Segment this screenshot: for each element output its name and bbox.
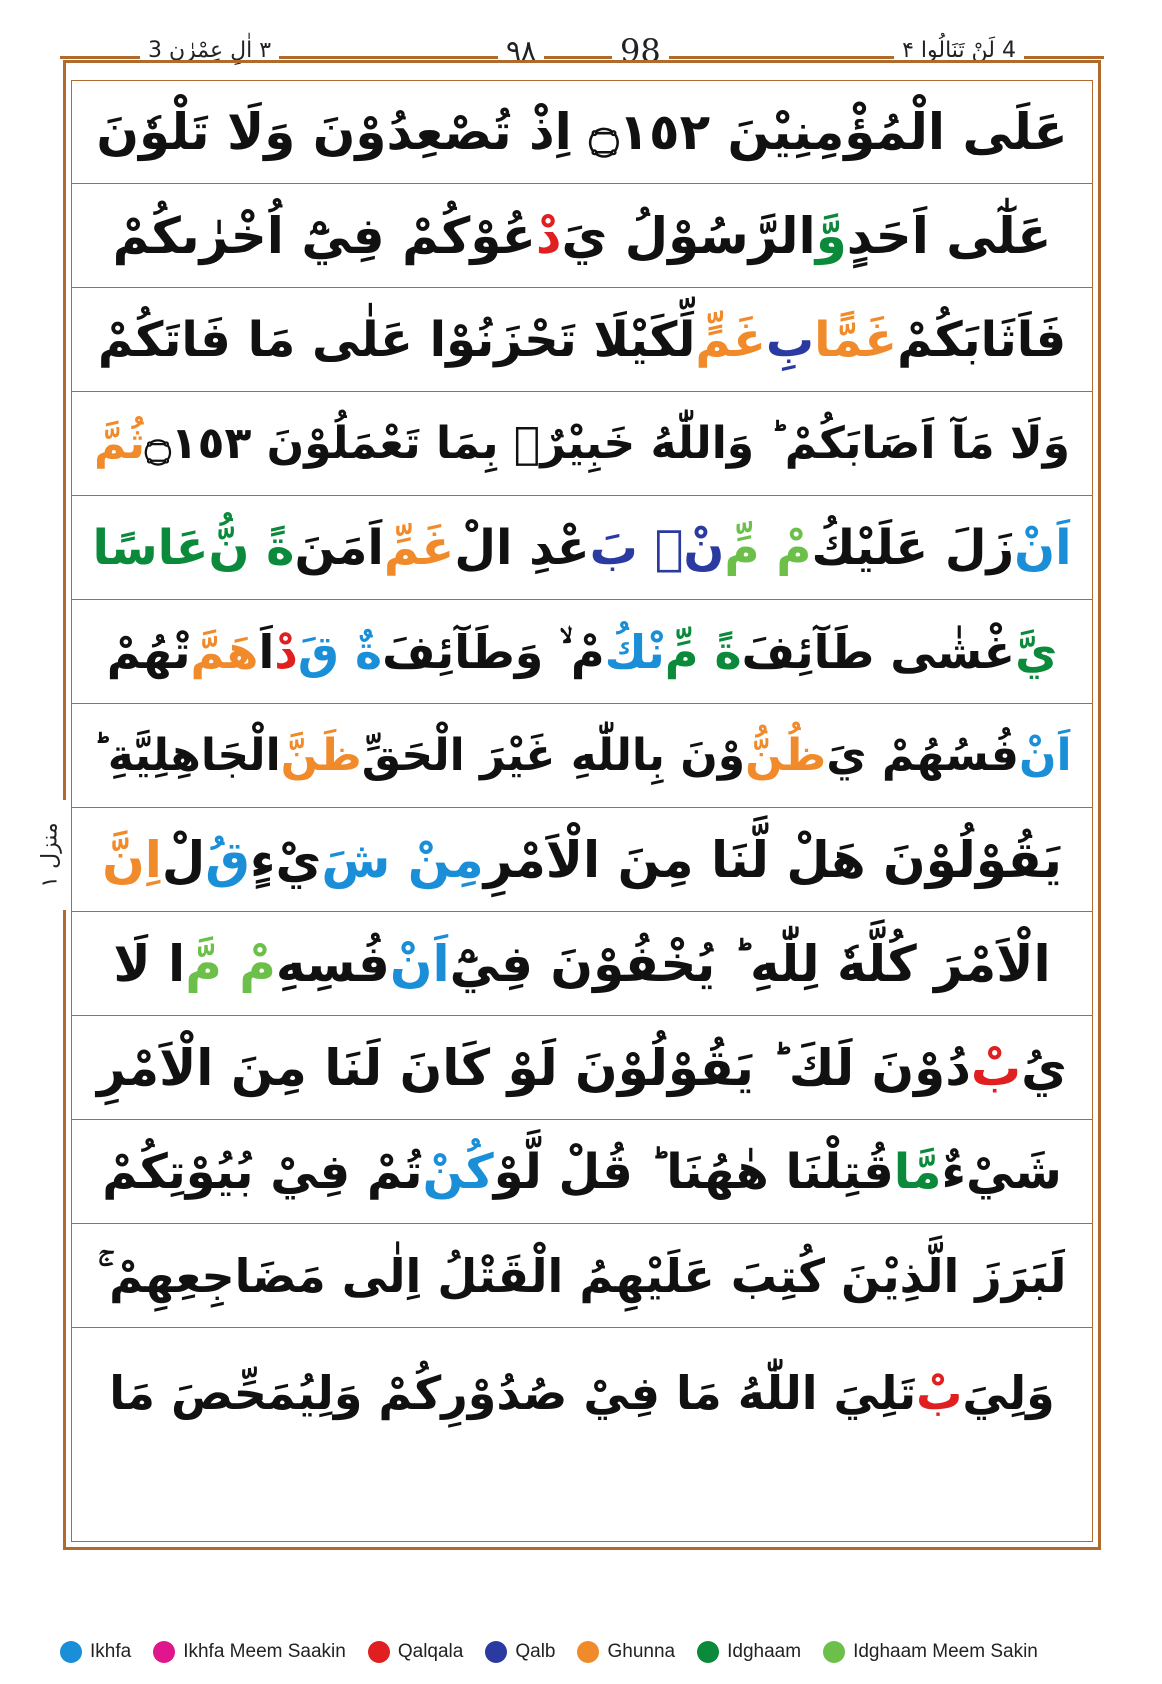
color-dot-icon (823, 1641, 845, 1663)
text-segment-idghaam: عَاسًا (92, 519, 209, 576)
text-segment-ghunna: ثُمَّ (93, 417, 145, 469)
text-segment-qalb: نْۢ بَ (589, 519, 725, 576)
surah-name: ٣ اٰلِ عِمْرٰن 3 (140, 38, 279, 63)
text-segment-idghaam-meem-sakin: مْ مَّ (185, 934, 276, 993)
color-dot-icon (368, 1641, 390, 1663)
text-segment-text: وَلَا مَآ اَصَابَكُمْ ؕ وَاللّٰهُ خَبِيْرٌۢ بِمَا تَعْمَلُوْنَ ۝١٥٣ (145, 417, 1071, 469)
text-segment-ikhfa: ةٌ قَ (297, 624, 383, 679)
text-line (72, 1224, 1092, 1328)
text-line (72, 80, 1092, 184)
text-segment-idghaam-meem-sakin: مْ مِّ (724, 519, 812, 576)
page-number-arabic: ٩٨ (498, 34, 544, 67)
juz-name: 4 لَنْ تَنَالُوا ۴ (894, 38, 1024, 63)
text-segment-text: اَ (258, 624, 275, 679)
text-line (72, 600, 1092, 704)
text-segment-text: وْنَ بِاللّٰهِ غَيْرَ الْحَقِّ (361, 729, 746, 781)
text-segment-ghunna: هَمَّ (190, 624, 259, 679)
text-segment-text: لَبَرَزَ الَّذِيْنَ كُتِبَ عَلَيْهِمُ الْقَتْلُ اِلٰى مَضَاجِعِهِمْ ۚ (97, 1248, 1067, 1303)
text-segment-text: ا لَا (113, 934, 186, 993)
text-segment-text: فُسِهِ (275, 934, 390, 993)
text-line (72, 1120, 1092, 1224)
manzil-label: منزل ١ (37, 822, 63, 888)
text-line (72, 704, 1092, 808)
legend-item (577, 1641, 675, 1663)
text-line (72, 496, 1092, 600)
text-line (72, 912, 1092, 1016)
text-segment-text: يَقُوْلُوْنَ هَلْ لَّنَا مِنَ الْاَمْرِ (483, 830, 1062, 889)
legend-item (485, 1641, 555, 1663)
text-segment-text: فُسُهُمْ يَ (826, 729, 1019, 781)
text-segment-text: عَلَى الْمُؤْمِنِيْنَ ۝١٥٢ اِذْ تُصْعِدُوْنَ وَلَا تَلْوٗنَ (96, 102, 1068, 161)
text-segment-text: غْشٰى طَآئِفَ (741, 624, 1016, 679)
text-segment-text: دُوْنَ لَكَ ؕ يَقُوْلُوْنَ لَوْ كَانَ لَنَا مِنَ الْاَمْرِ (97, 1038, 971, 1097)
text-segment-text: عْدِ الْ (454, 519, 590, 576)
text-segment-ikhfa: اَنْ (1018, 729, 1072, 781)
text-segment-idghaam: مَّا (893, 1143, 942, 1200)
text-line (72, 392, 1092, 496)
text-segment-text: الْاَمْرَ كُلَّهٗ لِلّٰهِ ؕ يُخْفُوْنَ فِيْٓ (449, 934, 1051, 993)
text-segment-text: وَلِيَ (962, 1366, 1055, 1420)
text-segment-ikhfa: كُنْ (422, 1143, 494, 1200)
color-dot-icon (60, 1641, 82, 1663)
text-segment-qalqala: دْ (535, 206, 562, 265)
text-line (72, 1328, 1092, 1458)
text-segment-text: تْهُمْ (106, 624, 191, 679)
legend-label: Qalb (515, 1641, 556, 1662)
legend-label: Idghaam Meem Sakin (853, 1641, 1038, 1662)
text-segment-text: لْ (161, 830, 206, 889)
text-segment-ghunna: اِنَّ (102, 830, 162, 889)
text-segment-ikhfa: اَنْ (389, 934, 450, 993)
page-number: 98 (612, 32, 669, 70)
text-segment-ghunna: ظَنَّ (280, 729, 362, 781)
color-dot-icon (697, 1641, 719, 1663)
text-segment-idghaam: وَّ (815, 206, 847, 265)
text-line (72, 1016, 1092, 1120)
legend-item (60, 1641, 131, 1663)
manzil-marker (30, 800, 70, 910)
text-segment-text: يُ (1021, 1038, 1067, 1097)
text-segment-text: لِّكَيْلَا تَحْزَنُوْا عَلٰى مَا فَاتَكُمْ (97, 311, 696, 368)
legend-item (153, 1641, 346, 1663)
text-segment-text: قُتِلْنَا هٰهُنَا ؕ قُلْ لَّوْ (493, 1143, 894, 1200)
text-line (72, 184, 1092, 288)
quran-text-lines (72, 80, 1092, 1458)
text-segment-ghunna: غَمٍّ (695, 311, 766, 368)
text-segment-qalqala: بْ (916, 1366, 963, 1420)
legend-label: Ikhfa Meem Saakin (183, 1641, 346, 1662)
text-segment-text: شَيْءٌ (941, 1143, 1062, 1200)
text-segment-qalqala: بْ (970, 1038, 1022, 1097)
text-segment-text: عُوْكُمْ فِيْٓ اُخْرٰىكُمْ (112, 206, 536, 265)
text-segment-idghaam: ةً مِّ (664, 624, 742, 679)
text-segment-ikhfa: مِنْ شَ (321, 830, 484, 889)
text-segment-text: الْجَاهِلِيَّةِ ؕ (92, 729, 281, 781)
text-segment-ghunna: غَمِّ (383, 519, 455, 576)
text-segment-ghunna: غَمًّا (814, 311, 898, 368)
legend-label: Ikhfa (90, 1641, 132, 1662)
text-segment-text: فَاَثَابَكُمْ (897, 311, 1067, 368)
text-segment-ikhfa: اَنْ (1014, 519, 1072, 576)
text-segment-text: تُمْ فِيْ بُيُوْتِكُمْ (102, 1143, 423, 1200)
legend-label: Qalqala (397, 1641, 464, 1662)
legend-label: Ghunna (607, 1641, 676, 1662)
text-segment-text: مْ ۙ وَطَآئِفَ (382, 624, 605, 679)
text-line (72, 288, 1092, 392)
tajweed-legend (60, 1632, 1120, 1672)
text-segment-ghunna: ظُنُّ (745, 729, 827, 781)
legend-item (368, 1641, 464, 1663)
legend-item (697, 1641, 801, 1663)
color-dot-icon (485, 1641, 507, 1663)
legend-item (823, 1641, 1038, 1663)
text-segment-text: الرَّسُوْلُ يَ (561, 206, 816, 265)
text-segment-qalb: بِ (765, 311, 815, 368)
legend-label: Idghaam (727, 1641, 802, 1662)
color-dot-icon (577, 1641, 599, 1663)
text-segment-text: يْءٍ (250, 830, 322, 889)
text-segment-text: اَمَنَ (294, 519, 384, 576)
text-segment-idghaam: ةً نُّ (208, 519, 295, 576)
text-segment-idghaam: يَّ (1015, 624, 1058, 679)
text-segment-ikhfa: قُ (205, 830, 250, 889)
text-segment-text: زَلَ عَلَيْكُ (811, 519, 1015, 576)
text-segment-text: عَلٰٓى اَحَدٍ (846, 206, 1052, 265)
text-segment-ikhfa: نْكُ (604, 624, 665, 679)
text-segment-text: تَلِيَ اللّٰهُ مَا فِيْ صُدُوْرِكُمْ وَلِيُمَحِّصَ مَا (109, 1366, 917, 1420)
color-dot-icon (153, 1641, 175, 1663)
text-line (72, 808, 1092, 912)
text-segment-qalqala: دْ (274, 624, 298, 679)
